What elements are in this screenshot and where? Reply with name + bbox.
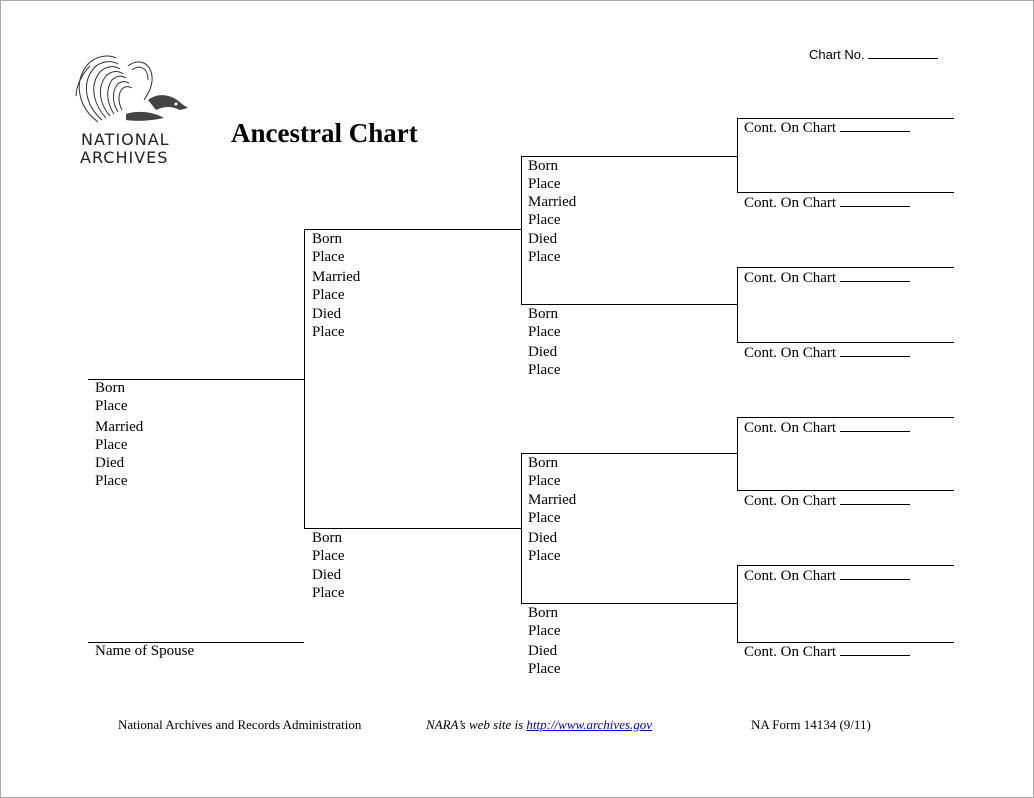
person7-died-place-label: Place — [528, 661, 561, 677]
person6-born-label: Born — [528, 455, 558, 471]
spouse-label: Name of Spouse — [95, 643, 195, 659]
person3-died-label: Died — [312, 567, 342, 583]
person7-born-label: Born — [528, 605, 558, 621]
archives-website-link[interactable]: http://www.archives.gov — [526, 717, 653, 732]
person4-place-label: Place — [528, 176, 561, 192]
cont-blank[interactable] — [840, 418, 910, 432]
page-title: Ancestral Chart — [231, 118, 418, 148]
cont-on-chart-2[interactable] — [744, 193, 910, 212]
person1-married-label: Married — [95, 419, 144, 435]
footer-website — [426, 717, 652, 733]
person2-married-place-label: Place — [312, 287, 345, 303]
person4-born-label: Born — [528, 158, 558, 174]
cont-blank[interactable] — [840, 491, 910, 505]
person4-died-label: Died — [528, 231, 558, 247]
cont-on-chart-4[interactable] — [744, 343, 910, 362]
person4-died-place-label: Place — [528, 249, 561, 265]
cont-blank[interactable] — [840, 268, 910, 282]
footer-agency: National Archives and Records Administration — [118, 717, 362, 732]
person2-place-label: Place — [312, 249, 345, 265]
person3-place-label: Place — [312, 548, 345, 564]
person3-born-label: Born — [312, 530, 342, 546]
person1-born-label: Born — [95, 380, 125, 396]
person6-married-place-label: Place — [528, 510, 561, 526]
person2-married-label: Married — [312, 269, 361, 285]
person5-place-label: Place — [528, 324, 561, 340]
cont-label: Cont. On Chart — [744, 270, 837, 286]
footer-website-prefix: NARA’s web site is — [426, 717, 527, 732]
person4-married-place-label: Place — [528, 212, 561, 228]
person1-died-place-label: Place — [95, 473, 128, 489]
chart-number-field[interactable] — [809, 46, 938, 62]
person1-married-place-label: Place — [95, 437, 128, 453]
person1-place-label: Place — [95, 398, 128, 414]
eagle-icon — [68, 52, 194, 132]
person7-place-label: Place — [528, 623, 561, 639]
cont-on-chart-8[interactable] — [744, 642, 910, 661]
cont-blank[interactable] — [840, 566, 910, 580]
person6-died-label: Died — [528, 530, 558, 546]
cont-label: Cont. On Chart — [744, 568, 837, 584]
person6-died-place-label: Place — [528, 548, 561, 564]
person3-died-place-label: Place — [312, 585, 345, 601]
cont-on-chart-6[interactable] — [744, 491, 910, 510]
cont-on-chart-1[interactable] — [744, 118, 910, 137]
person6-married-label: Married — [528, 492, 577, 508]
logo-text-national: NATIONAL — [81, 130, 170, 149]
person5-born-label: Born — [528, 306, 558, 322]
cont-label: Cont. On Chart — [744, 644, 837, 660]
person2-died-place-label: Place — [312, 324, 345, 340]
connector-gen3-a — [737, 118, 738, 192]
cont-blank[interactable] — [840, 343, 910, 357]
person7-died-label: Died — [528, 643, 558, 659]
person4-married-label: Married — [528, 194, 577, 210]
connector-gen2-bottom — [521, 453, 522, 603]
connector-gen3-d — [737, 565, 738, 642]
connector-gen2-top — [521, 156, 522, 304]
person1-died-label: Died — [95, 455, 125, 471]
chart-number-blank[interactable] — [868, 46, 938, 59]
cont-blank[interactable] — [840, 642, 910, 656]
cont-on-chart-5[interactable] — [744, 418, 910, 437]
connector-gen1 — [304, 229, 305, 529]
person6-place-label: Place — [528, 473, 561, 489]
cont-blank[interactable] — [840, 118, 910, 132]
logo-text-archives: ARCHIVES — [80, 148, 169, 167]
cont-label: Cont. On Chart — [744, 120, 837, 136]
cont-on-chart-7[interactable] — [744, 566, 910, 585]
person5-died-place-label: Place — [528, 362, 561, 378]
footer-form-number: NA Form 14134 (9/11) — [751, 717, 871, 732]
national-archives-logo — [68, 52, 194, 170]
chart-number-label: Chart No. — [809, 47, 865, 62]
cont-label: Cont. On Chart — [744, 195, 837, 211]
connector-gen3-b — [737, 267, 738, 342]
connector-gen3-c — [737, 417, 738, 490]
person5-died-label: Died — [528, 344, 558, 360]
cont-label: Cont. On Chart — [744, 345, 837, 361]
person2-died-label: Died — [312, 306, 342, 322]
cont-blank[interactable] — [840, 193, 910, 207]
cont-on-chart-3[interactable] — [744, 268, 910, 287]
cont-label: Cont. On Chart — [744, 493, 837, 509]
person2-born-label: Born — [312, 231, 342, 247]
cont-label: Cont. On Chart — [744, 420, 837, 436]
